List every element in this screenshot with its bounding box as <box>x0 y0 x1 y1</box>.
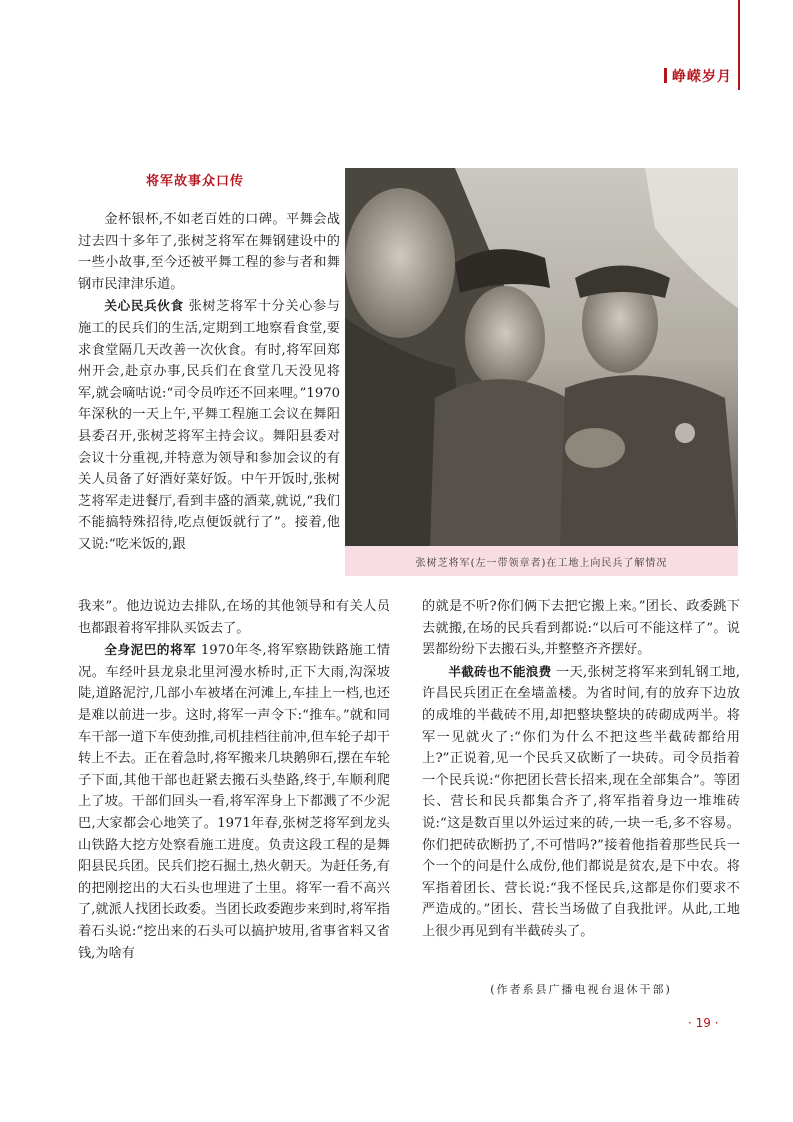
story-2-paragraph <box>78 639 390 964</box>
section-label: 峥嵘岁月 <box>672 69 732 85</box>
article-title: 将军故事众口传 <box>145 174 244 189</box>
header-rule <box>738 0 740 90</box>
column-left-top <box>78 209 340 556</box>
story-2-text: 1970年冬,将军察勘铁路施工情况。车经叶县龙泉北里河漫水桥时,正下大雨,沟深坡陡,道路泥泞,几部小车被堵在河滩上,车挂上一档,也还是难以前进一步。这时,将军一声令下:“推车。”就和同车干部一道下车使劲推,司机挂档往前冲,但车轮子却干转上不去。正在着急时,将军搬来几块鹅卵石,摆在车轮子下面,其他干部也赶紧去搬石头垫路,终于,车顺利爬上了坡。干部们回头一看,将军浑身上下都溅了不少泥巴,大家都会心地笑了。1971年春,张树芝将军到龙头山铁路大挖方处察看施工进度。负责这段工程的是舞阳县民兵团。民兵们挖石掘土,热火朝天。为赶任务,有的把刚挖出的大石头也埋进了土里。将军一看不高兴了,就派人找团长政委。当团长政委跑步来到时,将军指着石头说:“挖出来的石头可以搞护坡用,省事省料又省钱,为啥有 <box>78 643 390 961</box>
author-note: (作者系县广播电视台退休干部) <box>490 983 672 996</box>
story-1-heading: 关心民兵伙食 <box>104 298 184 314</box>
section-marker <box>664 68 667 83</box>
story-3-text: 一天,张树芝将军来到轧钢工地,许昌民兵团正在垒墙盖楼。为省时间,有的放弃下边放的成堆的半截砖不用,却把整块整块的砖砌成两半。将军一见就火了:“你们为什么不把这些半截砖都给用上?”正说着,见一个民兵又砍断了一块砖。司令员指着一个民兵说:“你把团长营长招来,现在全部集合”。等团长、营长和民兵都集合齐了,将军指着身边一堆堆砖说:“这是数百里以外运过来的砖,一块一毛,多不容易。你们把砖砍断扔了,不可惜吗?”接着他指着那些民兵一个一个的问是什么成份,他们都说是贫农,是下中农。将军指着团长、营长说:“我不怪民兵,这都是你们要求不严造成的。”团长、营长当场做了自我批评。从此,工地上很少再见到有半截砖头了。 <box>422 664 741 939</box>
story-1-paragraph <box>78 295 340 555</box>
story-3-heading: 半截砖也不能浪费 <box>448 663 552 679</box>
intro-paragraph: 金杯银杯,不如老百姓的口碑。平舞会战过去四十多年了,张树芝将军在舞钢建设中的一些小故事,至今还被平舞工程的参与者和舞钢市民津津乐道。 <box>78 212 340 292</box>
story-2-continued: 的就是不听?你们俩下去把它搬上来。”团长、政委跳下去就搬,在场的民兵看到都说:“以后可不能这样了”。说罢都纷纷下去搬石头,并整整齐齐摆好。 <box>422 599 740 658</box>
column-left-bottom <box>78 596 390 964</box>
story-1-text: 张树芝将军十分关心参与施工的民兵们的生活,定期到工地察看食堂,要求食堂隔几天改善一次伙食。有时,将军回郑州开会,赴京办事,民兵们在食堂几天没见将军,就会嘀咕说:“司令员咋还不回来哩。”1970年深秋的一天上午,平舞工程施工会议在舞阳县委召开,张树芝将军主持会议。舞阳县委对会议十分重视,并特意为领导和参加会议的有关人员备了好酒好菜好饭。中午开饭时,张树芝将军走进餐厅,看到丰盛的酒菜,就说,“我们不能搞特殊招待,吃点便饭就行了”。接着,他又说:“吃米饭的,跟 <box>78 299 340 552</box>
photo-caption: 张树芝将军(左一带领章者)在工地上向民兵了解情况 <box>415 557 668 569</box>
article-photo <box>345 168 738 546</box>
photo-caption-band <box>345 546 738 576</box>
column-right <box>422 596 740 943</box>
story-2-heading: 全身泥巴的将军 <box>104 642 197 658</box>
story-3-paragraph <box>422 661 740 943</box>
story-1-continued: 我来”。他边说边去排队,在场的其他领导和有关人员也都跟着将军排队买饭去了。 <box>78 599 390 636</box>
photo-image <box>345 168 738 546</box>
page-number: · 19 · <box>688 1016 719 1030</box>
